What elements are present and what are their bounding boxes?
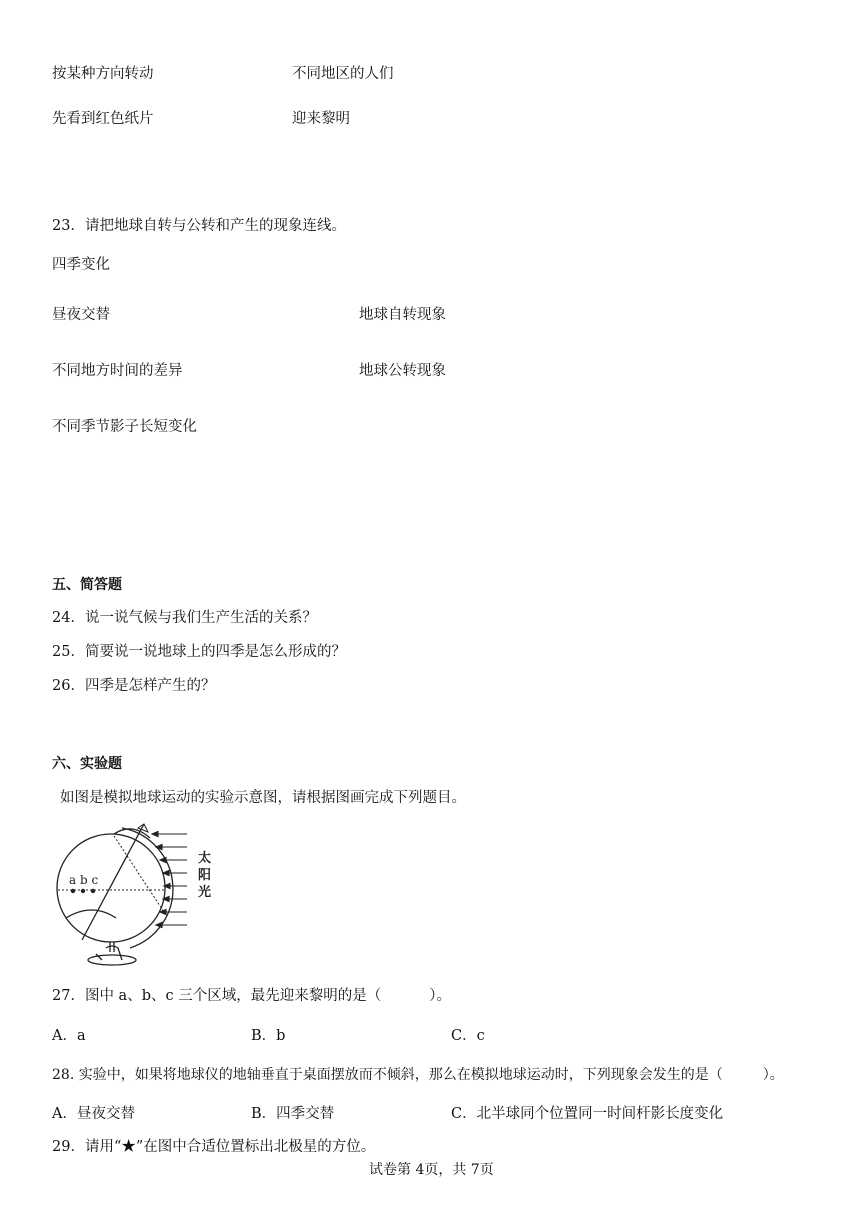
q27-question <box>52 986 451 1006</box>
point-b <box>81 889 85 893</box>
point-c <box>91 889 95 893</box>
section5-title: 五、简答题 <box>52 577 122 593</box>
globe-experiment-diagram <box>52 820 222 970</box>
q28-stem-end: ）。 <box>762 1067 784 1083</box>
q23-phenomenon-4: 不同季节影子长短变化 <box>52 419 197 435</box>
q23-category-rotation: 地球自转现象 <box>359 307 446 323</box>
section6-intro: 如图是模拟地球运动的实验示意图，请根据图画完成下列题目。 <box>60 790 466 806</box>
q23-phenomenon-1: 四季变化 <box>52 257 110 273</box>
q24-question: 24．说一说气候与我们生产生活的关系？ <box>52 610 317 626</box>
section6-title: 六、实验题 <box>52 756 122 772</box>
q27-option-a: A．a <box>52 1028 86 1044</box>
page-footer: 试卷第 4页，共 7页 <box>369 1162 494 1178</box>
q28-stem: 28. 实验中，如果将地球仪的地轴垂直于桌面摆放而不倾斜，那么在模拟地球运动时，下列现象会发生的是（ <box>52 1067 723 1083</box>
sunlight-arrows <box>152 832 187 928</box>
q22-right-item-2: 迎来黎明 <box>292 111 350 127</box>
q22-left-item-2: 先看到红色纸片 <box>52 111 154 127</box>
sun-label-3: 光 <box>198 885 212 900</box>
q22-left-item-1: 按某种方向转动 <box>52 66 154 82</box>
q23-phenomenon-2: 昼夜交替 <box>52 307 110 323</box>
q27-option-c: C．c <box>451 1028 485 1044</box>
globe-circle <box>57 834 165 942</box>
sun-label-2: 阳 <box>198 868 212 883</box>
q28-question <box>52 1065 784 1085</box>
q27-stem: 27．图中 a、b、c 三个区域，最先迎来黎明的是（ <box>52 988 382 1004</box>
q28-option-b: B．四季交替 <box>251 1106 335 1122</box>
q22-right-item-1: 不同地区的人们 <box>292 66 394 82</box>
point-a <box>71 889 75 893</box>
sun-label-1: 太 <box>198 851 212 866</box>
q27-option-b: B．b <box>251 1028 286 1044</box>
q23-question: 23．请把地球自转与公转和产生的现象连线。 <box>52 218 346 234</box>
points-label: a b c <box>69 873 99 887</box>
q23-phenomenon-3: 不同地方时间的差异 <box>52 363 183 379</box>
q26-question: 26．四季是怎样产生的？ <box>52 678 216 694</box>
q28-option-a: A．昼夜交替 <box>52 1106 135 1122</box>
q23-category-revolution: 地球公转现象 <box>359 363 446 379</box>
q29-question: 29．请用“★”在图中合适位置标出北极星的方位。 <box>52 1139 376 1155</box>
q25-question: 25．简要说一说地球上的四季是怎么形成的？ <box>52 644 346 660</box>
q28-option-c: C．北半球同个位置同一时间杆影长度变化 <box>451 1106 724 1122</box>
q27-stem-end: ）。 <box>429 988 451 1004</box>
